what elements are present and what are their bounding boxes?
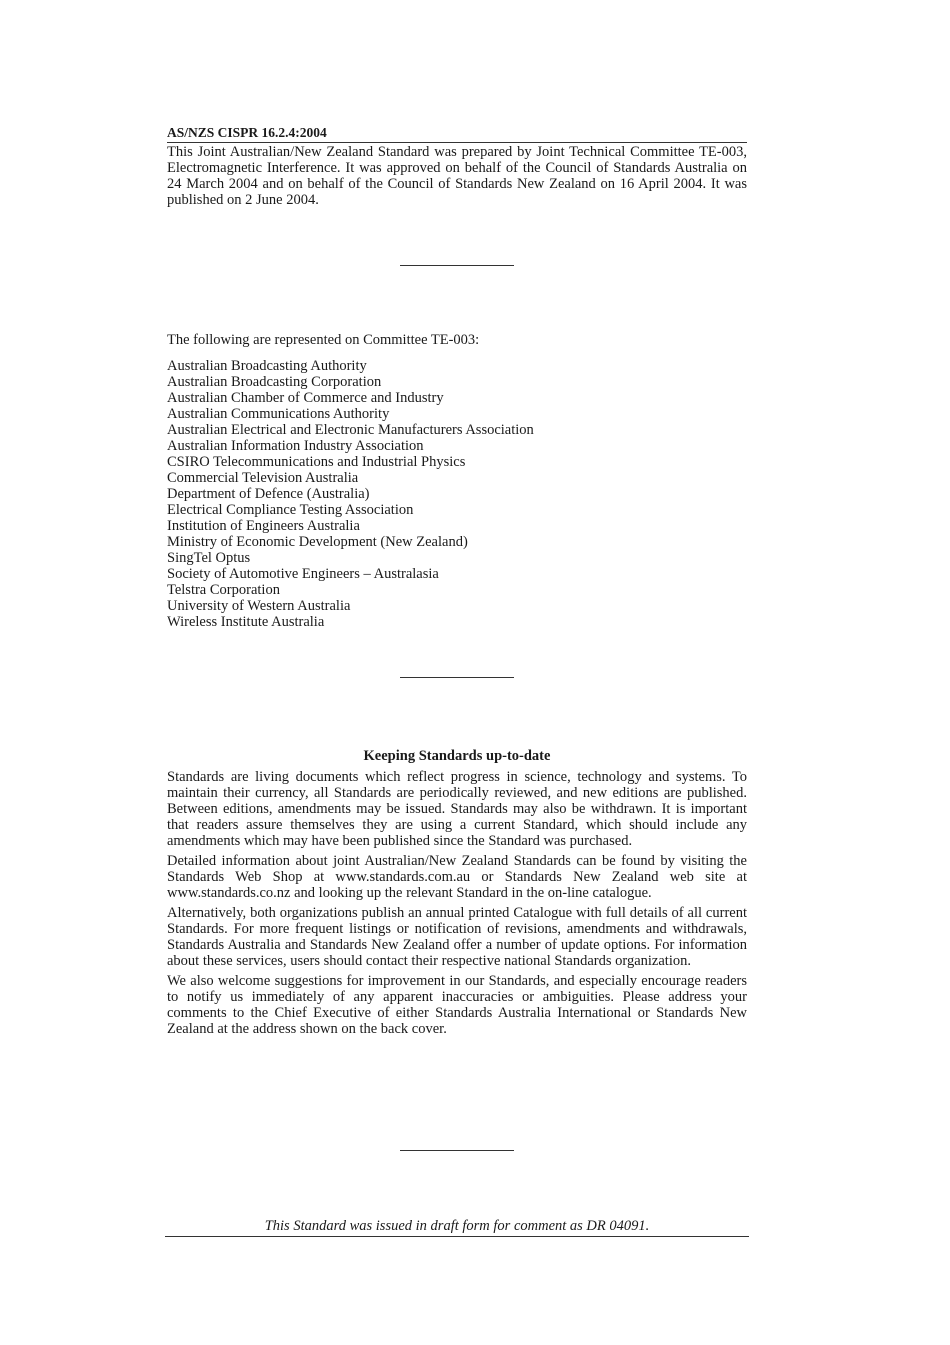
document-identifier: AS/NZS CISPR 16.2.4:2004 xyxy=(167,125,747,143)
committee-member: Telstra Corporation xyxy=(167,582,280,598)
draft-note: This Standard was issued in draft form for comment as DR 04091. xyxy=(165,1218,749,1237)
committee-member: Australian Broadcasting Authority xyxy=(167,358,367,374)
committee-member: CSIRO Telecommunications and Industrial Physics xyxy=(167,454,466,470)
committee-member: Wireless Institute Australia xyxy=(167,614,325,630)
keeping-up-to-date-body xyxy=(167,769,747,1041)
committee-member: Electrical Compliance Testing Association xyxy=(167,502,414,518)
section-divider xyxy=(400,677,514,678)
committee-intro: The following are represented on Committee TE-003: xyxy=(167,332,480,348)
committee-member: Department of Defence (Australia) xyxy=(167,486,370,502)
committee-member: Australian Communications Authority xyxy=(167,406,390,422)
section-heading: Keeping Standards up-to-date xyxy=(363,748,551,764)
committee-member: Australian Information Industry Association xyxy=(167,438,424,454)
section-divider xyxy=(400,1150,514,1151)
body-paragraph: We also welcome suggestions for improvement in our Standards, and especially encourage readers to notify us immediately of any apparent inaccuracies or ambiguities. Please address your comments to the Chief Executive of either Standards Australia International or Standards New Zealand at the address shown on the back cover. xyxy=(167,973,747,1037)
body-paragraph: Alternatively, both organizations publish an annual printed Catalogue with full details of all current Standards. For more frequent listings or notification of revisions, amendments and withdrawals, Standards Australia and Standards New Zealand offer a number of update options. For information about these services, users should contact their respective national Standards organization. xyxy=(167,905,747,969)
body-paragraph: Standards are living documents which reflect progress in science, technology and systems. To maintain their currency, all Standards are periodically reviewed, and new editions are published. Between editions, amendments may be issued. Standards may also be withdrawn. It is important that readers assure themselves they are using a current Standard, which should include any amendments which may have been published since the Standard was purchased. xyxy=(167,769,747,849)
section-divider xyxy=(400,265,514,266)
approval-statement: This Joint Australian/New Zealand Standard was prepared by Joint Technical Committee TE-003, Electromagnetic Interference. It was approved on behalf of the Council of Standards Australia on 24 March 2004 and on behalf of the Council of Standards New Zealand on 16 April 2004. It was published on 2 June 2004. xyxy=(167,144,747,208)
body-paragraph: Detailed information about joint Australian/New Zealand Standards can be found by visiting the Standards Web Shop at www.standards.com.au or Standards New Zealand web site at www.standards.co.nz and looking up the relevant Standard in the on-line catalogue. xyxy=(167,853,747,901)
committee-member: Australian Chamber of Commerce and Industry xyxy=(167,390,444,406)
committee-member: Australian Broadcasting Corporation xyxy=(167,374,382,390)
committee-member: SingTel Optus xyxy=(167,550,251,566)
committee-member: Ministry of Economic Development (New Zealand) xyxy=(167,534,468,550)
committee-member: Australian Electrical and Electronic Manufacturers Association xyxy=(167,422,534,438)
committee-member-list xyxy=(167,358,534,630)
committee-member: Institution of Engineers Australia xyxy=(167,518,360,534)
committee-member: Commercial Television Australia xyxy=(167,470,359,486)
committee-member: Society of Automotive Engineers – Australasia xyxy=(167,566,439,582)
committee-member: University of Western Australia xyxy=(167,598,351,614)
